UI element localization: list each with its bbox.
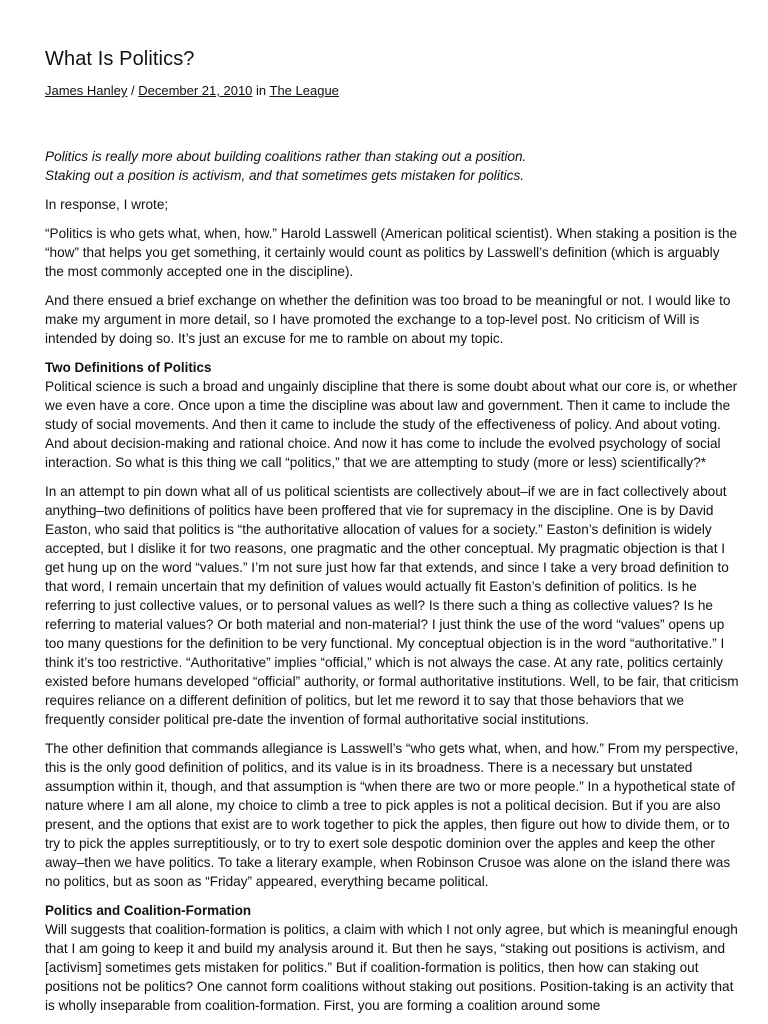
paragraph-lasswell-quote: “Politics is who gets what, when, how.” Harold Lasswell (American political scientist). When staking a position is the “how” that helps you get something, it certainly would count as politics by Lasswell’s definition (which is arguably the most commonly accepted one in the discipline).: [45, 226, 738, 279]
paragraph-easton: In an attempt to pin down what all of us political scientists are collectively about–if we are in fact collectively about anything–two definitions of politics have been proffered that vie for supremacy in the discipline. One is by David Easton, who said that politics is “the authoritative allocation of values for a society.” Easton’s definition is widely accepted, but I dislike it for two reasons, one pragmatic and the other conceptual. My pragmatic objection is that I get hung up on the word “values.” I’m not sure just how far that extends, and since I take a very broad definition to that word, I remain uncertain that my definition of values would actually fit Easton’s definition of politics. Is he referring to just collective values, or to personal values as well? Is there such a thing as collective values? Is he referring to material values? Or both material and non-material? I just think the use of the word “values” opens up too many questions for the definition to be very functional. My conceptual objection is in the word “authoritative.” I think it’s too restrictive. “Authoritative” implies “official,” which is not always the case. At any rate, politics certainly existed before humans developed “official” authority, or formal authoritative institutions. Well, to be fair, that criticism requires reliance on a different definition of politics, but let me reword it to say that those behaviors that we frequently consider political pre-date the invention of formal authoritative social institutions.: [45, 484, 739, 727]
quote-line-2: Staking out a position is activism, and that sometimes gets mistaken for politics.: [45, 168, 525, 183]
paragraph-exchange: And there ensued a brief exchange on whether the definition was too broad to be meaningful or not. I would like to make my argument in more detail, so I have promoted the exchange to a top-level post. No criticism of Will is intended by doing so. It’s just an excuse for me to ramble on about my topic.: [45, 293, 731, 346]
article-title: What Is Politics?: [45, 48, 195, 70]
date-link[interactable]: December 21, 2010: [138, 83, 253, 98]
paragraph-lasswell-definition: The other definition that commands allegiance is Lasswell’s “who gets what, when, and how.” From my perspective, this is the only good definition of politics, and its value is in its broadness. There is a necessary but unstated assumption within it, though, and that assumption is “when there are two or more people.” In a hypothetical state of nature where I am all alone, my choice to climb a tree to pick apples is not a political decision. But if you are also present, and the options that exist are to work together to pick the apples, then figure out how to divide them, or to try to pick the apples surreptitiously, or to try to exert sole despotic dominion over the apples and keep the other away–then we have politics. To take a literary example, when Robinson Crusoe was alone on the island there was no politics, but as soon as “Friday” appeared, everything became political.: [45, 741, 739, 889]
section-heading-coalition-formation: Politics and Coalition-Formation: [45, 903, 252, 918]
section-heading-two-definitions: Two Definitions of Politics: [45, 360, 212, 375]
quote-line-1: Politics is really more about building coalitions rather than staking out a position.: [45, 149, 527, 164]
byline: [45, 82, 742, 100]
byline-separator: /: [127, 83, 139, 98]
paragraph-response: In response, I wrote;: [45, 197, 169, 212]
author-link[interactable]: James Hanley: [45, 83, 128, 98]
category-link[interactable]: The League: [269, 83, 339, 98]
byline-in-text: in: [252, 83, 270, 98]
opening-quote: [45, 147, 742, 185]
paragraph-coalition: Will suggests that coalition-formation is politics, a claim with which I not only agree, but which is meaningful enough that I am going to keep it and build my analysis around it. But then he says, “staking out positions is activism, and [activism] sometimes gets mistaken for politics.” But if coalition-formation is politics, then how can staking out positions not be politics? One cannot form coalitions without staking out positions. Position-taking is an activity that is wholly inseparable from coalition-formation. First, you are forming a coalition around some: [45, 922, 738, 1013]
paragraph-broad-discipline: Political science is such a broad and ungainly discipline that there is some doubt about what our core is, or whether we even have a core. Once upon a time the discipline was about law and government. Then it came to include the study of social movements. And then it came to include the study of the effectiveness of policy. And about voting. And about decision-making and rational choice. And now it has come to include the evolved psychology of social interaction. So what is this thing we call “politics,” that we are attempting to study (more or less) scientifically?*: [45, 379, 738, 470]
